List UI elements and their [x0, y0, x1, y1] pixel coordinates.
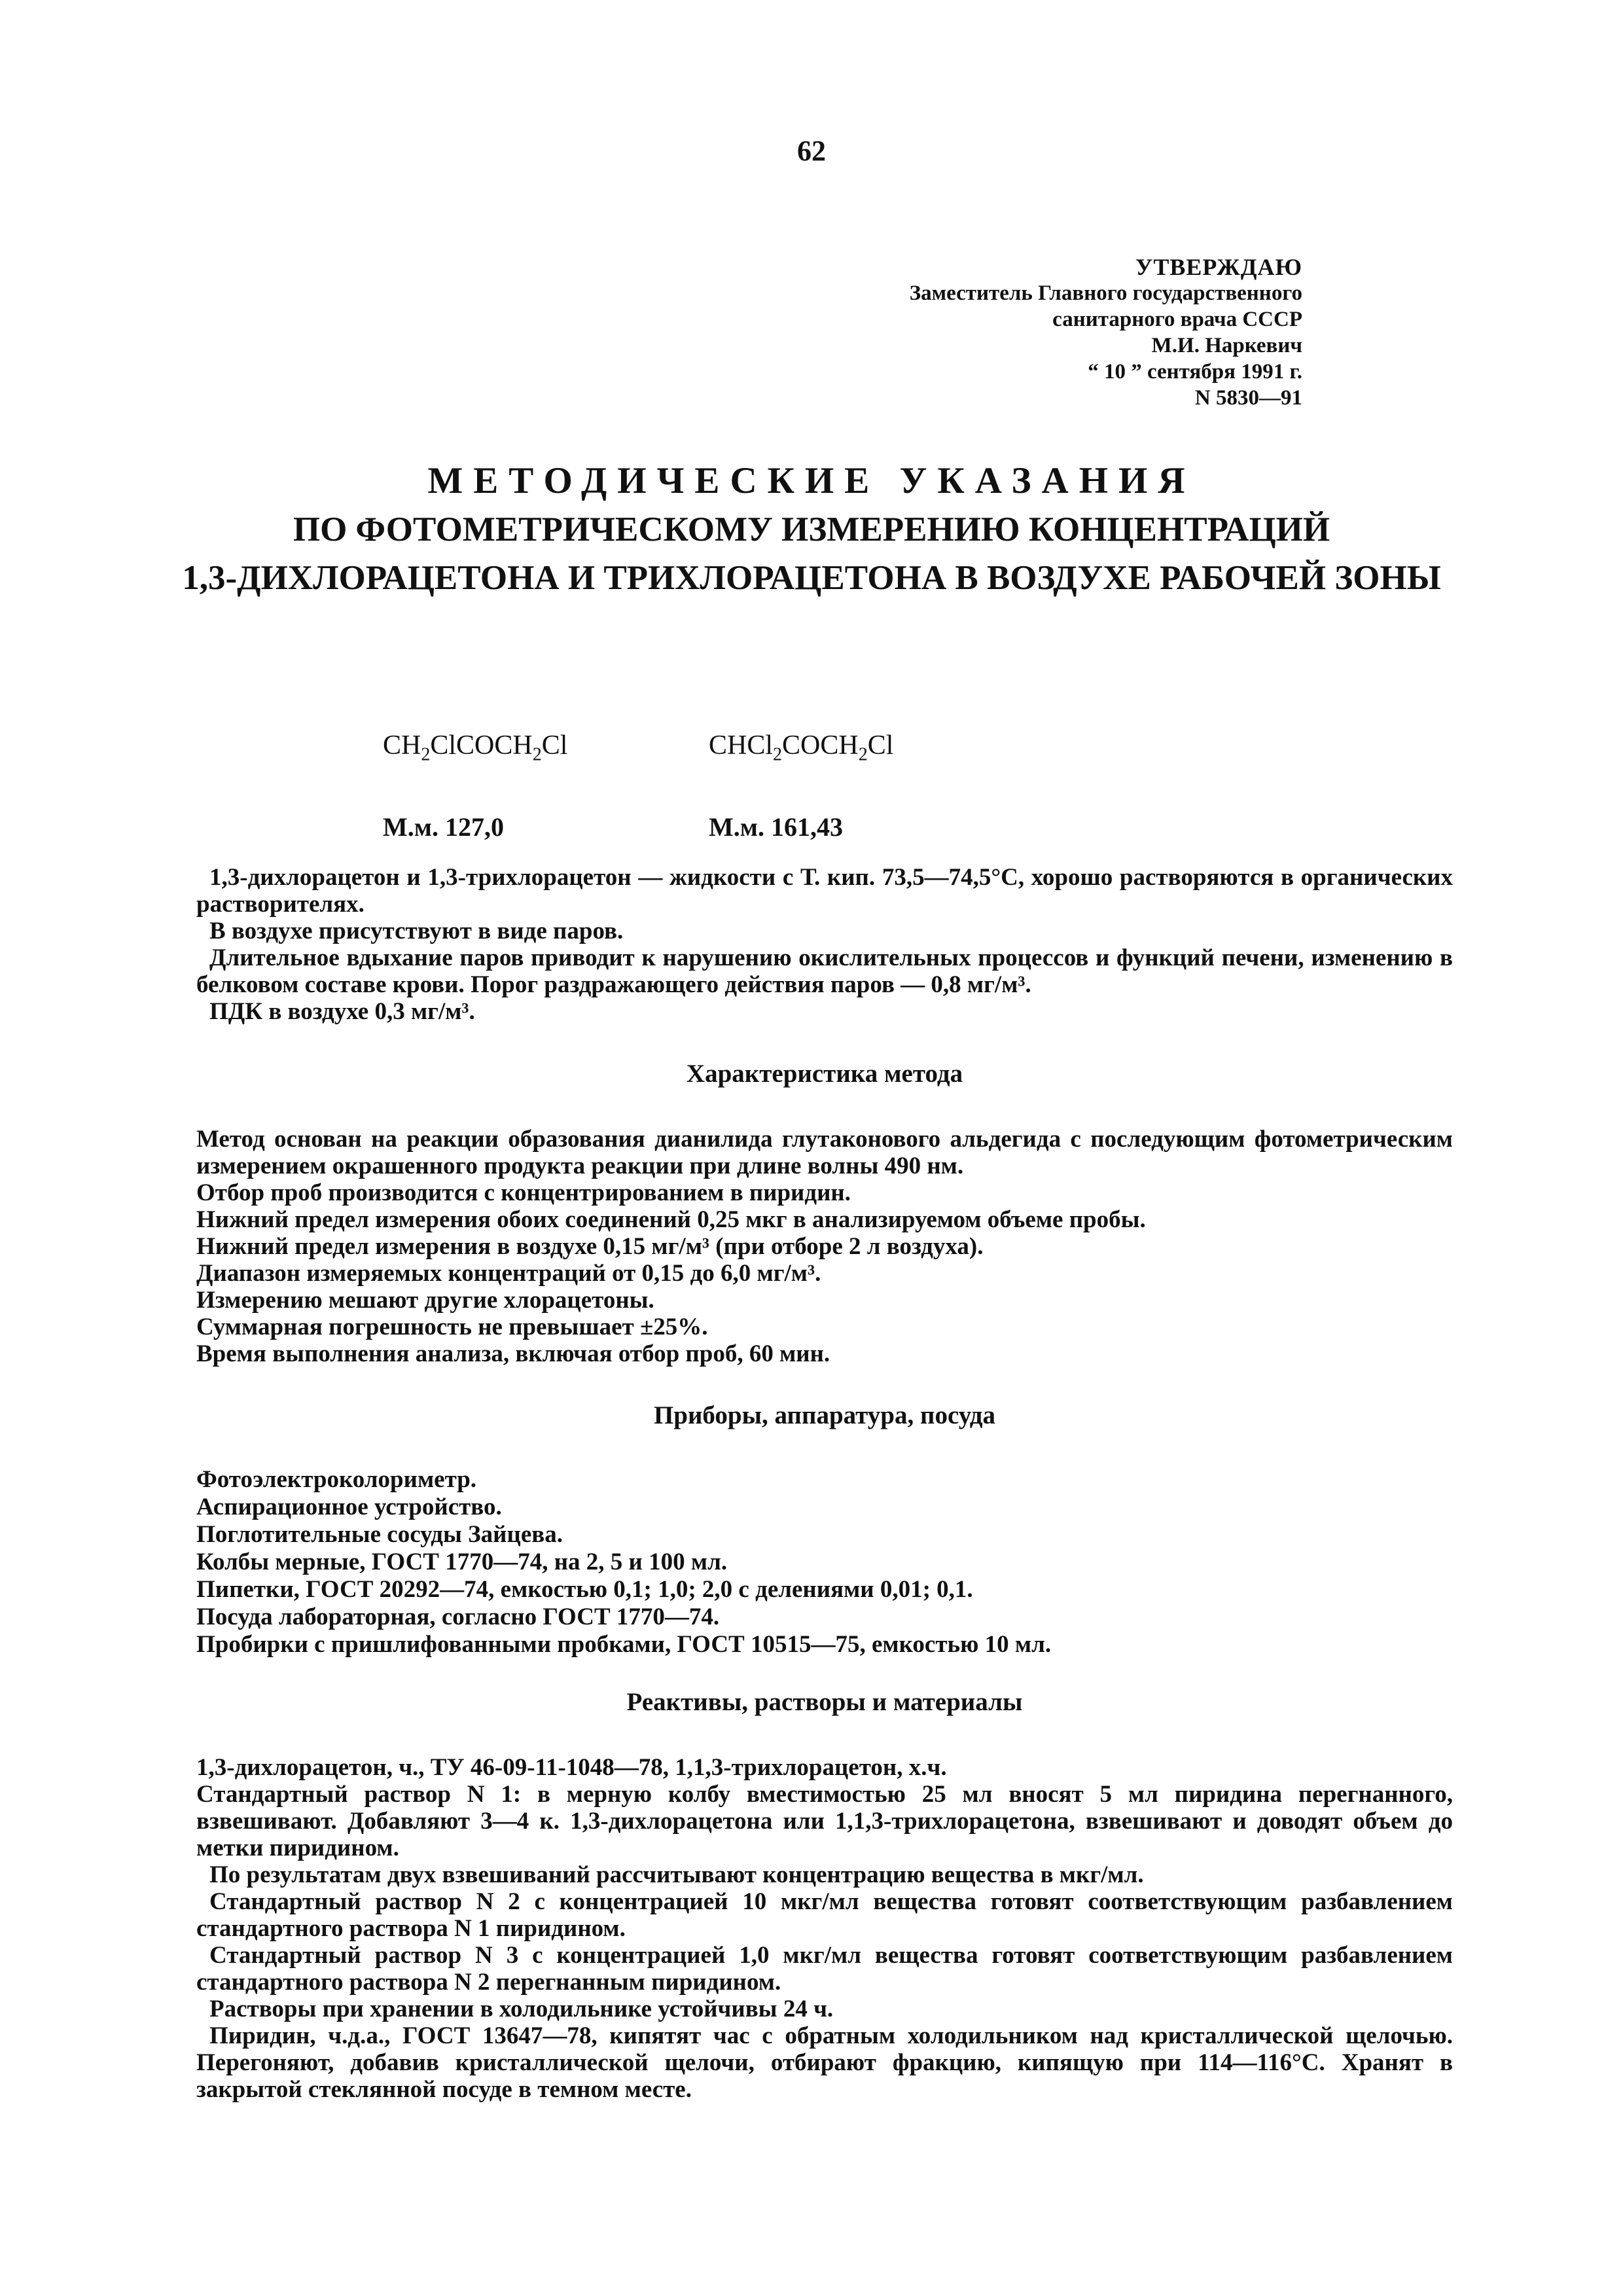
paragraph: Нижний предел измерения в воздухе 0,15 мг/м³ (при отборе 2 л воздуха).	[196, 1233, 984, 1260]
list-item: Колбы мерные, ГОСТ 1770—74, на 2, 5 и 100 мл.	[196, 1549, 728, 1575]
title-line: ПО ФОТОМЕТРИЧЕСКОМУ ИЗМЕРЕНИЮ КОНЦЕНТРАЦИЙ	[293, 511, 1330, 548]
paragraph: Пиридин, ч.д.а., ГОСТ 13647—78, кипятят час с обратным холодильником над кристаллической щелочью. Перегоняют, добавив кристаллической щелочи, отбирают фракцию, кипящую при 114—116°С. Хранят в закрытой стеклянной посуде в темном месте.	[196, 2022, 1453, 2103]
molar-mass-trichloroacetone: М.м. 161,43	[709, 812, 843, 842]
paragraph: По результатам двух взвешиваний рассчитывают концентрацию вещества в мкг/мл.	[209, 1861, 1144, 1888]
equipment-list	[196, 1466, 1453, 1659]
paragraph: Стандартный раствор N 1: в мерную колбу вместимостью 25 мл вносят 5 мл пиридина перегнанного, взвешивают. Добавляют 3—4 к. 1,3-дихлорацетона или 1,1,3-трихлорацетона, взвешивают и доводят объем до метки пиридином.	[196, 1781, 1453, 1861]
approval-line: санитарного врача СССР	[1052, 308, 1302, 331]
paragraph: Метод основан на реакции образования дианилида глутаконового альдегида с последующим фотометрическим измерением окрашенного продукта реакции при длине волны 490 нм.	[196, 1126, 1453, 1179]
list-item: Пипетки, ГОСТ 20292—74, емкостью 0,1; 1,0; 2,0 с делениями 0,01; 0,1.	[196, 1576, 973, 1603]
reagents-text	[196, 1754, 1453, 2103]
paragraph: Длительное вдыхание паров приводит к нарушению окислительных процессов и функций печени, изменению в белковом составе крови. Порог раздражающего действия паров — 0,8 мг/м³.	[196, 944, 1453, 998]
approval-heading: УТВЕРЖДАЮ	[1135, 254, 1302, 280]
paragraph: 1,3-дихлорацетон и 1,3-трихлорацетон — жидкости с Т. кип. 73,5—74,5°С, хорошо растворяются в органических растворителях.	[196, 864, 1453, 918]
approval-block	[910, 254, 1302, 411]
intro-text	[196, 864, 1453, 1025]
approval-line: М.И. Наркевич	[1151, 334, 1302, 357]
paragraph: ПДК в воздухе 0,3 мг/м³.	[209, 998, 475, 1025]
paragraph: В воздухе присутствуют в виде паров.	[209, 918, 624, 944]
page-number: 62	[797, 135, 826, 167]
paragraph: 1,3-дихлорацетон, ч., ТУ 46-09-11-1048—78, 1,1,3-трихлорацетон, х.ч.	[196, 1754, 947, 1781]
molar-mass-dichloroacetone: М.м. 127,0	[383, 812, 504, 842]
paragraph: Растворы при хранении в холодильнике устойчивы 24 ч.	[209, 1996, 834, 2022]
formula-trichloroacetone: $CHCl_2COCH_2Cl$	[709, 730, 894, 765]
paragraph: Измерению мешают другие хлорацетоны.	[196, 1287, 654, 1314]
section-heading-reagents: Реактивы, растворы и материалы	[626, 1688, 1023, 1716]
list-item: Посуда лабораторная, согласно ГОСТ 1770—74.	[196, 1604, 720, 1630]
title-line: МЕТОДИЧЕСКИЕ УКАЗАНИЯ	[427, 460, 1196, 501]
formula-dichloroacetone: $CH_2ClCOCH_2Cl$	[383, 730, 568, 765]
paragraph: Нижний предел измерения обоих соединений 0,25 мкг в анализируемом объеме пробы.	[196, 1206, 1146, 1233]
list-item: Фотоэлектроколориметр.	[196, 1466, 477, 1493]
paragraph: Диапазон измеряемых концентраций от 0,15 до 6,0 мг/м³.	[196, 1260, 821, 1287]
section-heading-equipment: Приборы, аппаратура, посуда	[653, 1401, 996, 1429]
approval-line: Заместитель Главного государственного	[909, 281, 1302, 305]
paragraph: Стандартный раствор N 2 с концентрацией 10 мкг/мл вещества готовят соответствующим разбавлением стандартного раствора N 1 пиридином.	[196, 1888, 1453, 1942]
list-item: Аспирационное устройство.	[196, 1494, 502, 1520]
paragraph: Стандартный раствор N 3 с концентрацией 1,0 мкг/мл вещества готовят соответствующим разбавлением стандартного раствора N 2 перегнанным пиридином.	[196, 1942, 1453, 1996]
paragraph: Отбор проб производится с концентрированием в пиридин.	[196, 1179, 851, 1206]
paragraph: Время выполнения анализа, включая отбор проб, 60 мин.	[196, 1340, 830, 1367]
approval-line: “ 10 ” сентября 1991 г.	[1088, 360, 1302, 384]
list-item: Пробирки с пришлифованными пробками, ГОСТ 10515—75, емкостью 10 мл.	[196, 1631, 1052, 1658]
title-line: 1,3-ДИХЛОРАЦЕТОНА И ТРИХЛОРАЦЕТОНА В ВОЗДУХЕ РАБОЧЕЙ ЗОНЫ	[182, 559, 1441, 597]
section-heading-method: Характеристика метода	[686, 1060, 963, 1088]
document-title	[118, 457, 1505, 602]
paragraph: Суммарная погрешность не превышает ±25%.	[196, 1314, 708, 1340]
list-item: Поглотительные сосуды Зайцева.	[196, 1521, 563, 1548]
approval-line: N 5830—91	[1194, 386, 1302, 410]
method-text	[196, 1126, 1453, 1367]
